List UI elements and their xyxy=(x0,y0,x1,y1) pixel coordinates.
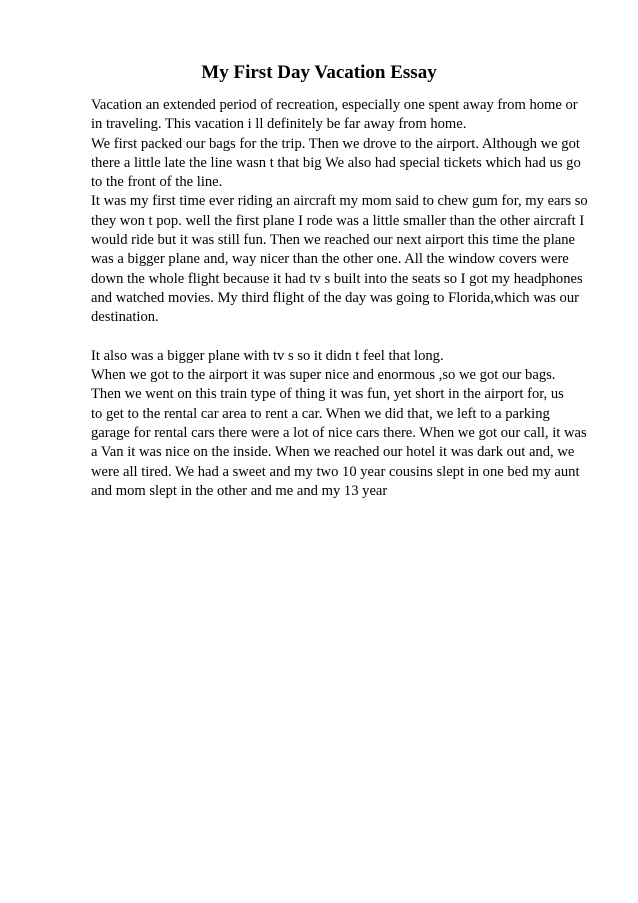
text-line: were all tired. We had a sweet and my two 10 year cousins slept in one bed my aunt xyxy=(91,463,580,480)
text-line: Vacation an extended period of recreation, especially one spent away from home or xyxy=(91,97,578,113)
text-line: they won t pop. well the first plane I rode was a little smaller than the other aircraft I xyxy=(91,212,585,229)
text-line: Then we went on this train type of thing it was fun, yet short in the airport for, us xyxy=(91,386,564,403)
text-line: to the front of the line. xyxy=(91,174,223,191)
text-line: garage for rental cars there were a lot of nice cars there. When we got our call, it was xyxy=(91,425,587,442)
text-line: and watched movies. My third flight of the day was going to Florida,which was our xyxy=(91,289,579,306)
text-line: We first packed our bags for the trip. Then we drove to the airport. Although we got xyxy=(91,135,580,152)
text-line: in traveling. This vacation i ll definitely be far away from home. xyxy=(91,116,467,133)
text-line: a Van it was nice on the inside. When we reached our hotel it was dark out and, we xyxy=(91,444,575,461)
text-line: It was my first time ever riding an aircraft my mom said to chew gum for, my ears so xyxy=(91,193,588,210)
document-body xyxy=(91,96,591,501)
document-title: My First Day Vacation Essay xyxy=(201,62,437,83)
text-line: down the whole flight because it had tv s built into the seats so I got my headphones xyxy=(91,270,583,287)
text-line: was a bigger plane and, way nicer than the other one. All the window covers were xyxy=(91,251,569,268)
text-line: and mom slept in the other and me and my 13 year xyxy=(91,482,388,499)
text-line: When we got to the airport it was super nice and enormous ,so we got our bags. xyxy=(91,367,556,384)
text-line: would ride but it was still fun. Then we reached our next airport this time the plane xyxy=(91,232,576,249)
text-line: to get to the rental car area to rent a car. When we did that, we left to a parking xyxy=(91,405,550,422)
paragraph-gap xyxy=(91,328,591,347)
text-line: destination. xyxy=(91,309,159,326)
text-line: there a little late the line wasn t that big We also had special tickets which had us go xyxy=(91,154,581,171)
text-line: It also was a bigger plane with tv s so it didn t feel that long. xyxy=(91,347,444,364)
